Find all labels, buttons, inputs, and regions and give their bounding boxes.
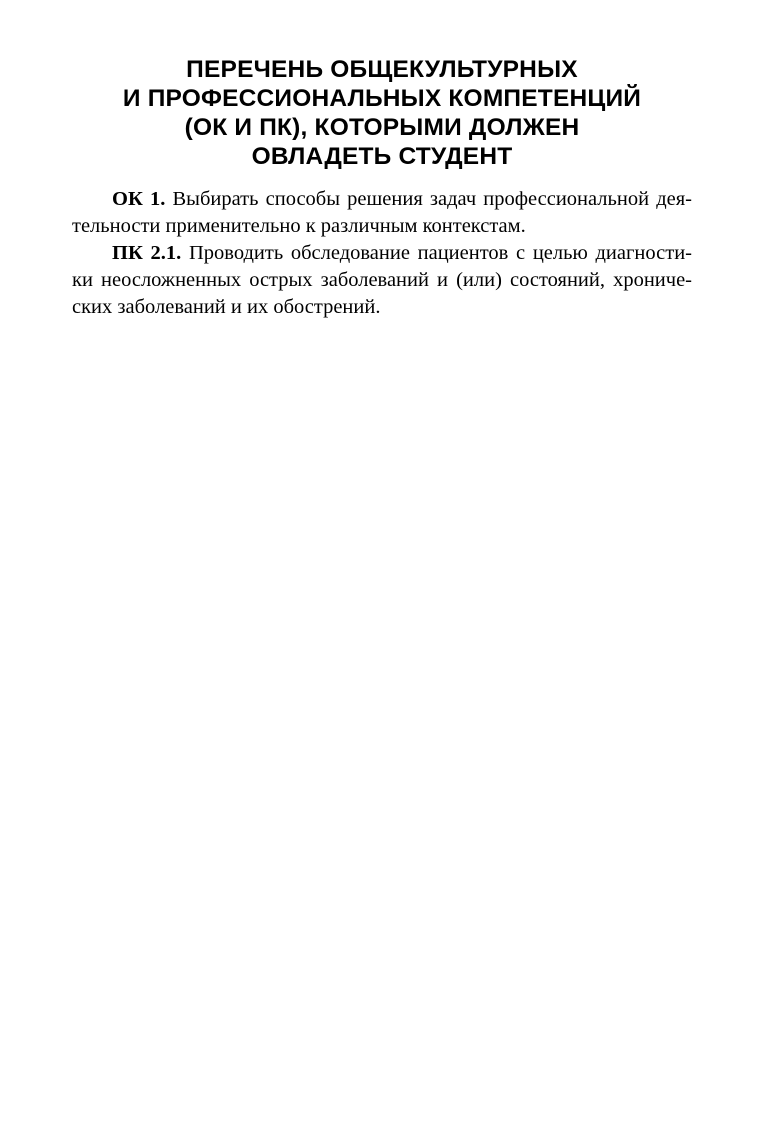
page-title-line-2: И ПРОФЕССИОНАЛЬНЫХ КОМПЕТЕНЦИЙ	[122, 85, 642, 112]
competency-code: ПК 2.1.	[112, 242, 182, 264]
competency-text-line: ских заболеваний и их обострений.	[72, 296, 381, 318]
page-title	[72, 55, 692, 171]
competency-text-line: тельности применительно к различным контекстам.	[72, 215, 526, 237]
competency-text-line	[72, 240, 692, 267]
competency-text: Выбирать способы решения задач профессиональной дея-	[172, 188, 693, 210]
page-title-line-3: (ОК И ПК), КОТОРЫМИ ДОЛЖЕН	[184, 114, 580, 141]
competency-text-line: ки неосложненных острых заболеваний и (или) состояний, хрониче-	[72, 269, 692, 291]
competency-list	[72, 186, 692, 321]
competency-text-line	[72, 186, 692, 213]
document-page	[0, 55, 763, 1134]
page-title-line-4: ОВЛАДЕТЬ СТУДЕНТ	[251, 143, 513, 170]
competency-ok-1	[72, 186, 692, 240]
page-title-line-1: ПЕРЕЧЕНЬ ОБЩЕКУЛЬТУРНЫХ	[186, 56, 578, 83]
competency-pk-2-1	[72, 240, 692, 321]
competency-code: ОК 1.	[112, 188, 166, 210]
competency-text: Проводить обследование пациентов с целью диагности-	[188, 242, 692, 264]
